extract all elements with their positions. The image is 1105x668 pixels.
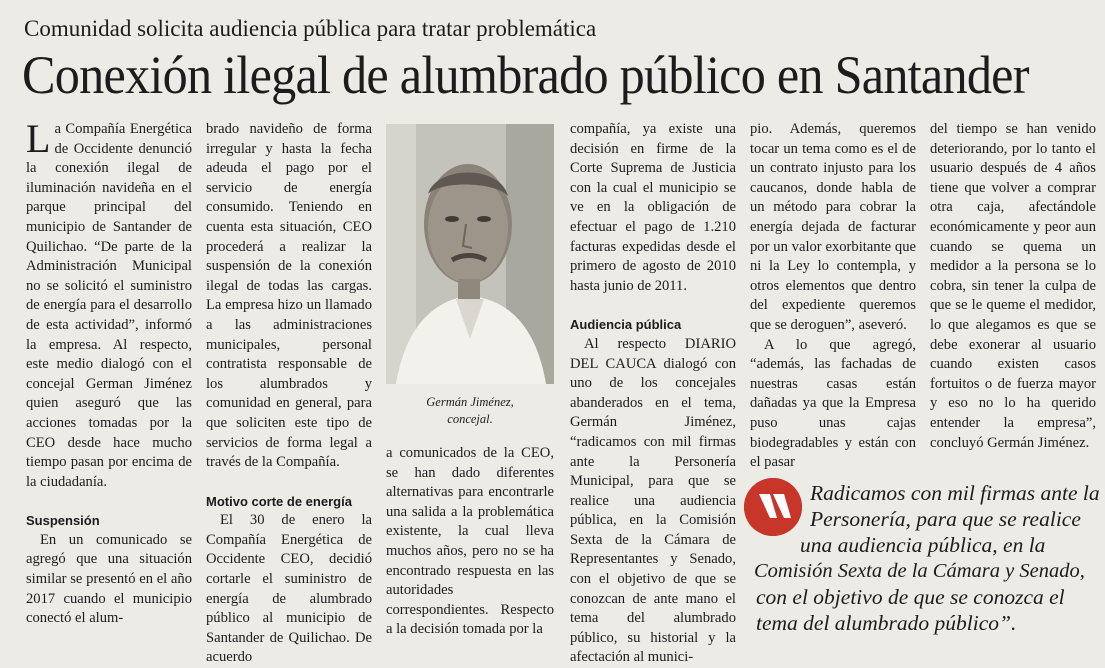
caption-name: Germán Jiménez,	[426, 395, 514, 409]
col4-paragraph-2: Al respecto DIARIO DEL CAUCA dialogó con uno de los concejales abanderados en el tema, Germán Jiménez, “radicamos con mil firmas ante la Personería Municipal, para que se realice una audiencia pública, en la Comisión Sexta de la Cámara de Representantes y Senado, con el objetivo de que se conozcan de ante mano el tema del alumbrado público, su historial y la afectación al munici-	[570, 335, 736, 666]
pull-quote-line: tema del alumbrado público”.	[756, 611, 1017, 635]
subhead-audiencia: Audiencia pública	[570, 317, 682, 333]
col1-p1-text: a Compañía Energética de Occidente denunció la conexión ilegal de iluminación navideña en el parque principal del municipio de Santander de Quilichao. “De parte de la Administración Municipal no se solicitó el suministro de energía para el desarrollo de esta actividad”, informó la empresa. Al respecto, este medio dialogó con el concejal German Jiménez quien aseguró que las acciones tomadas por la CEO desde hace mucho tiempo pasan por encima de la ciudadanía.	[26, 121, 192, 490]
column-4	[570, 120, 736, 668]
pull-quote-text	[744, 480, 1100, 636]
subhead-suspension: Suspensión	[26, 513, 100, 529]
pull-quote-line: una audiencia pública, en la	[800, 533, 1046, 557]
column-1	[26, 116, 192, 629]
portrait-photo	[386, 124, 554, 384]
subhead-motivo: Motivo corte de energía	[206, 493, 352, 509]
col2-paragraph-1: brado navideño de forma irregular y hasta la fecha adeuda el pago por el servicio de energía consumido. Teniendo en cuenta esta situación, CEO procederá a realizar la suspensión de la conexión ilegal de todas las cargas. La empresa hizo un llamado a las administraciones municipales, personal contratista responsable de los alumbrados y comunidad en general, para que soliciten este tipo de servicios de forma legal a través de la Compañía.	[206, 121, 372, 471]
col5-paragraph-2: A lo que agregó, “además, las fachadas de nuestras casas están dañadas ya que la Empresa puso unas cajas biodegradables y están con el pasar	[750, 336, 916, 471]
portrait-illustration	[386, 124, 554, 384]
kicker: Comunidad solicita audiencia pública para tratar problemática	[24, 16, 597, 41]
caption-role: concejal.	[447, 412, 493, 426]
col1-paragraph-2: En un comunicado se agregó que una situación similar se presentó en el año 2017 cuando el municipio conectó el alum-	[26, 531, 192, 627]
col2-paragraph-2: El 30 de enero la Compañía Energética de Occidente CEO, decidió cortarle el suministro de energía de alumbrado público al municipio de Santander de Quilichao. De acuerdo	[206, 512, 372, 666]
pull-quote-line: Personería, para que se realice	[810, 507, 1081, 531]
col1-paragraph-1	[26, 116, 192, 492]
photo-caption	[388, 394, 552, 428]
column-6	[930, 120, 1096, 453]
column-3	[386, 444, 554, 640]
col4-paragraph-1: compañía, ya existe una decisión en firme de la Corte Suprema de Justicia con la cual el municipio se ve en la obligación de efectuar el pago de 1.210 facturas expedidas desde el primero de agosto de 2010 hasta junio de 2011.	[570, 121, 736, 294]
pull-quote	[744, 472, 1100, 635]
col6-paragraph-1: del tiempo se han venido deteriorando, por lo tanto el usuario después de 4 años tiene que volver a comprar otra caja, afectándole económicamente y peor aun cuando se quema un medidor a la persona se lo cobra, sin tener la culpa de que se le queme el medidor, lo que alegamos es que se debe exonerar al usuario cuando existen casos fortuitos o de fuerza mayor y eso no lo ha querido entender la empresa”, concluyó Germán Jiménez.	[930, 121, 1096, 451]
col3-paragraph-1: a comunicados de la CEO, se han dado diferentes alternativas para encontrarle una salida a la problemática existente, la cual lleva muchos años, pero no se ha encontrado respuesta en las autoridades correspondientes. Respecto a la decisión tomada por la	[386, 445, 554, 638]
pull-quote-line: con el objetivo de que se conozca el	[756, 585, 1065, 609]
col5-paragraph-1: pio. Además, queremos tocar un tema como es el de un contrato injusto para los caucanos, donde habla de un método para cobrar la energía dejada de facturar por un valor exorbitante que ni la Ley lo contempla, y otros elementos que dentro del expediente queremos que se deroguen”, aseveró.	[750, 121, 916, 333]
headline: Conexión ilegal de alumbrado público en Santander	[22, 45, 1029, 105]
column-5	[750, 120, 916, 473]
pull-quote-line: Comisión Sexta de la Cámara y Senado,	[754, 560, 1085, 582]
column-2	[206, 120, 372, 668]
drop-cap: L	[26, 116, 51, 161]
pull-quote-line: Radicamos con mil firmas ante la	[810, 481, 1100, 505]
